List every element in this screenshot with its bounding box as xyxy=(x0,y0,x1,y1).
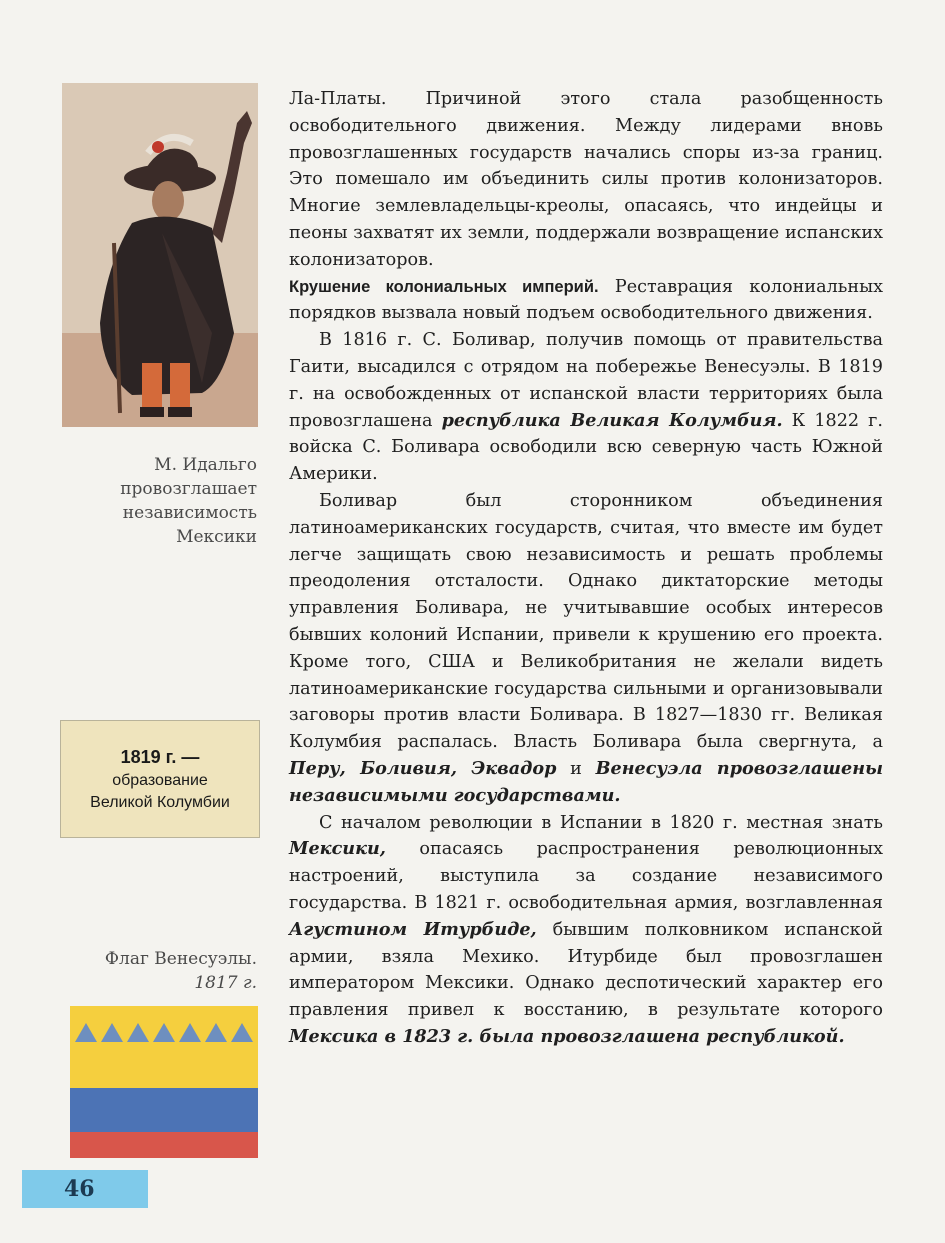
hidalgo-portrait-image xyxy=(62,83,258,427)
emphasis-term: Перу, Боливия, Эквадор xyxy=(289,757,557,779)
caption-line: провозглашает xyxy=(120,479,257,499)
emphasis-term: Мексика в 1823 г. была провозглашена республикой. xyxy=(289,1025,845,1047)
paragraph-text: бывшим полковником испанской армии, взяла Мехико. Итурбиде был провозглашен императором Мексики. Однако деспотический характер его правления привел к восстанию, в результате которого xyxy=(289,919,883,1021)
flag-illustration xyxy=(70,1006,258,1158)
flag-caption xyxy=(67,947,257,995)
flag-yellow-stripe xyxy=(70,1006,258,1088)
paragraph-text: Ла-Платы. Причиной этого стала разобщенность освободительного движения. Между лидерами вновь провозглашенных государств начались споры из-за границ. Это помешало им объединить силы против колонизаторов. Многие землевладельцы-креолы, опасаясь, что индейцы и пеоны захватят их земли, поддержали возвращение испанских колонизаторов. xyxy=(289,89,883,270)
main-text xyxy=(289,86,883,1051)
paragraph-text: В 1816 г. С. Боливар, получив помощь от правительства Гаити, высадился с отрядом на побережье Венесуэлы. В 1819 г. на освобожденных от испанской власти территориях была провозглашена xyxy=(289,330,883,431)
flag-red-stripe xyxy=(70,1132,258,1158)
page-number-text: 46 xyxy=(64,1176,95,1202)
flag-caption-year: 1817 г. xyxy=(194,973,257,993)
paragraph xyxy=(289,810,883,1051)
paragraph-text: С началом революции в Испании в 1820 г. местная знать xyxy=(319,812,883,833)
paragraph xyxy=(289,488,883,810)
paragraph xyxy=(289,274,883,328)
emphasis-term: Венесуэла провозглашены независимыми государствами. xyxy=(289,757,883,806)
caption-line: независимость xyxy=(122,503,257,523)
caption-line: Мексики xyxy=(176,527,257,547)
paragraph-text: опасаясь распространения революционных настроений, выступила за создание независимого государства. В 1821 г. освободительная армия, возглавленная xyxy=(289,839,883,913)
paragraph-text: и xyxy=(556,758,596,779)
emphasis-term: Агустином Итурбиде, xyxy=(289,918,537,940)
date-highlight-box xyxy=(60,720,260,838)
caption-line: М. Идальго xyxy=(154,455,257,475)
page-number xyxy=(22,1170,148,1208)
paragraph-text: Реставрация колониальных порядков вызвала новый подъем освободительного движения. xyxy=(289,276,883,324)
paragraph-text: Боливар был сторонником объединения латиноамериканских государств, считая, что вместе им будет легче защищать свою независимость и решать проблемы преодоления отсталости. Однако диктаторские методы управления Боливара, не учитывавшие особых интересов бывших колоний Испании, привели к крушению его проекта. Кроме того, США и Великобритания не желали видеть латиноамериканские государства сильными и организовывали заговоры против власти Боливара. В 1827—1830 гг. Великая Колумбия распалась. Власть Боливара была свергнута, а xyxy=(289,490,883,753)
portrait-caption xyxy=(67,453,257,549)
portrait-illustration xyxy=(62,83,258,427)
paragraph xyxy=(289,86,883,274)
section-heading: Крушение колониальных империй. xyxy=(289,277,599,296)
flag-caption-title: Флаг Венесуэлы. xyxy=(104,949,257,969)
emphasis-term: республика Великая Колумбия. xyxy=(441,409,783,431)
venezuela-flag-image xyxy=(70,1006,258,1158)
date-box-event-line: образование xyxy=(112,772,208,789)
date-box-year: 1819 г. — xyxy=(120,747,200,767)
date-box-event-line: Великой Колумбии xyxy=(90,794,230,811)
paragraph xyxy=(289,327,883,488)
paragraph-text: К 1822 г. войска С. Боливара освободили всю северную часть Южной Америки. xyxy=(289,410,883,485)
flag-blue-stripe xyxy=(70,1088,258,1132)
emphasis-term: Мексики, xyxy=(289,838,386,860)
